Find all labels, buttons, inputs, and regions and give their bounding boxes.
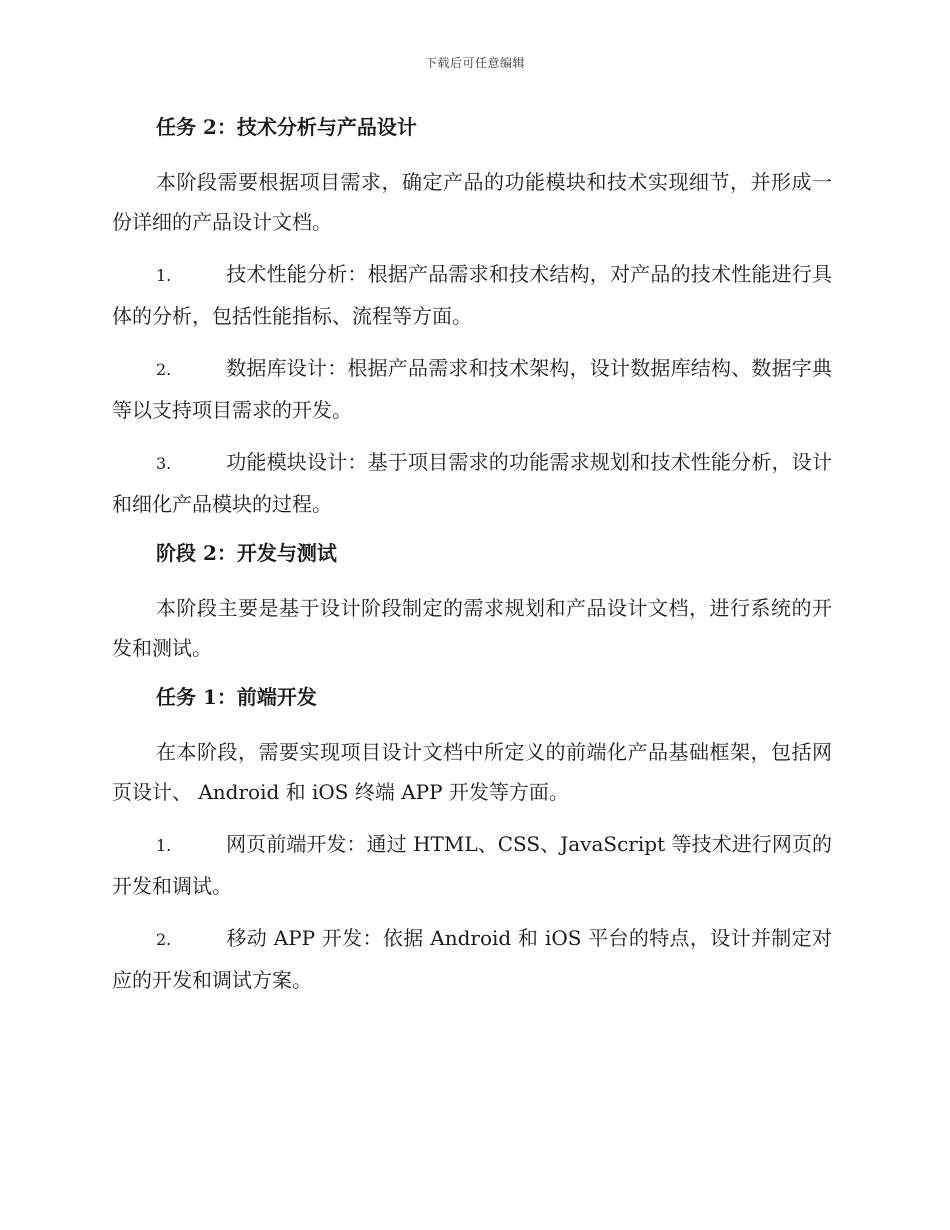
list-item-performance-analysis [112, 254, 832, 336]
list-item-number: 2. [156, 930, 172, 949]
heading-stage-2: 阶段 2：开发与测试 [156, 541, 337, 565]
list-item-text: 功能模块设计：基于项目需求的功能需求规划和技术性能分析，设计和细化产品模块的过程。 [112, 450, 832, 516]
list-item-module-design [112, 442, 832, 524]
list-item-database-design [112, 348, 832, 430]
list-item-text: 移动 APP 开发：依据 Android 和 iOS 平台的特点，设计并制定对应的开发和调试方案。 [112, 926, 832, 992]
document-body [112, 110, 832, 1012]
heading-task-1: 任务 1：前端开发 [156, 685, 317, 709]
paragraph-task-1-intro: 在本阶段，需要实现项目设计文档中所定义的前端化产品基础框架，包括网页设计、 Android 和 iOS 终端 APP 开发等方面。 [112, 740, 832, 804]
list-item-number: 2. [156, 360, 172, 379]
list-item-web-frontend [112, 824, 832, 906]
paragraph-stage-2-intro: 本阶段主要是基于设计阶段制定的需求规划和产品设计文档，进行系统的开发和测试。 [112, 596, 832, 660]
page-header: 下载后可任意编辑 [424, 56, 525, 70]
list-item-text: 网页前端开发：通过 HTML、CSS、JavaScript 等技术进行网页的开发和调试。 [112, 832, 832, 898]
list-item-mobile-app [112, 918, 832, 1000]
paragraph-task-2-intro: 本阶段需要根据项目需求，确定产品的功能模块和技术实现细节，并形成一份详细的产品设计文档。 [112, 170, 832, 234]
list-item-number: 3. [156, 454, 172, 473]
list-item-number: 1. [156, 266, 172, 285]
heading-task-2: 任务 2：技术分析与产品设计 [156, 115, 417, 139]
list-item-text: 技术性能分析：根据产品需求和技术结构，对产品的技术性能进行具体的分析，包括性能指标、流程等方面。 [112, 262, 832, 328]
list-item-text: 数据库设计：根据产品需求和技术架构，设计数据库结构、数据字典等以支持项目需求的开发。 [112, 356, 832, 422]
list-item-number: 1. [156, 836, 172, 855]
